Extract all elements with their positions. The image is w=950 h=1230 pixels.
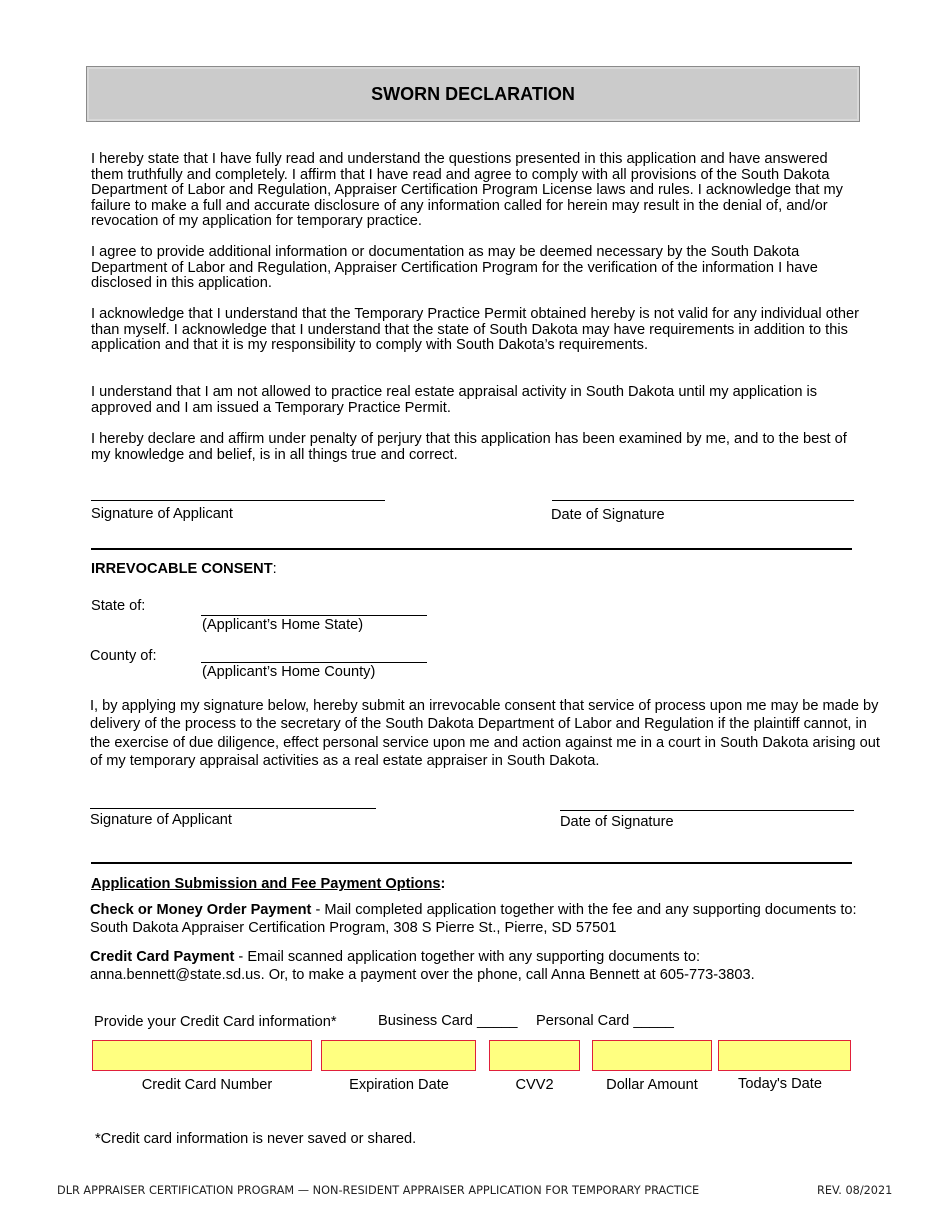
credit-card-number-input[interactable] (92, 1040, 312, 1071)
declaration-paragraph-5: I hereby declare and affirm under penalty of perjury that this application has been examined by me, and to the best of my knowledge and belief, is in all things true and correct. (91, 431, 847, 463)
cvv-label: CVV2 (515, 1077, 554, 1093)
date-label: Date of Signature (551, 507, 665, 523)
dollar-amount-label: Dollar Amount (606, 1077, 698, 1093)
consent-signature-line[interactable] (90, 808, 376, 809)
payment-heading-text: Application Submission and Fee Payment Options (91, 876, 441, 892)
declaration-paragraph-3: I acknowledge that I understand that the Temporary Practice Permit obtained hereby is not valid for any individual other than myself. I acknowledge that I understand that the state of South Dakota may have requirements in addition to this application and that it is my responsibility to comply with South Dakota’s requirements. (91, 306, 859, 354)
consent-paragraph: I, by applying my signature below, hereby submit an irrevocable consent that service of process upon me may be made by delivery of the process to the secretary of the South Dakota Department of Labor and Regulation if the plaintiff cannot, in the exercise of due diligence, effect personal service upon me and action against me in a court in South Dakota arising out of my temporary appraisal activities as a real estate appraiser in South Dakota. (90, 698, 880, 770)
state-label: State of: (91, 598, 146, 614)
consent-date-line[interactable] (560, 810, 854, 811)
state-hint: (Applicant’s Home State) (202, 617, 364, 633)
signature-line[interactable] (91, 500, 385, 501)
business-card-option[interactable]: Business Card _____ (378, 1013, 518, 1029)
personal-card-option[interactable]: Personal Card _____ (536, 1013, 674, 1029)
state-field-line[interactable] (201, 615, 427, 616)
cvv-input[interactable] (489, 1040, 580, 1071)
card-payment-text: - Email scanned application together with any supporting documents to: anna.bennett@state.sd.us. Or, to make a payment over the phone, call Anna Bennett at 605-773-3803. (90, 949, 755, 984)
consent-heading (91, 561, 277, 577)
check-payment-paragraph (90, 901, 860, 938)
date-line[interactable] (552, 500, 854, 501)
card-payment-title: Credit Card Payment (90, 949, 235, 965)
check-payment-text: - Mail completed application together with the fee and any supporting documents to: South Dakota Appraiser Certification Program, 308 S Pierre St., Pierre, SD 57501 (90, 902, 857, 937)
page-title: SWORN DECLARATION (86, 66, 860, 122)
check-payment-title: Check or Money Order Payment (90, 902, 312, 918)
dollar-amount-input[interactable] (592, 1040, 712, 1071)
expiration-date-label: Expiration Date (349, 1077, 449, 1093)
footer-revision: REV. 08/2021 (817, 1184, 893, 1197)
county-field-line[interactable] (201, 662, 427, 663)
declaration-paragraph-4: I understand that I am not allowed to practice real estate appraisal activity in South Dakota until my application is approved and I am issued a Temporary Practice Permit. (91, 384, 818, 416)
payment-heading (91, 876, 445, 892)
consent-signature-label: Signature of Applicant (90, 812, 232, 828)
credit-card-number-label: Credit Card Number (141, 1077, 273, 1093)
todays-date-label: Today's Date (738, 1076, 822, 1092)
footer-program: DLR APPRAISER CERTIFICATION PROGRAM — NON-RESIDENT APPRAISER APPLICATION FOR TEMPORARY PRACTICE (57, 1184, 700, 1197)
privacy-note: *Credit card information is never saved or shared. (95, 1131, 417, 1147)
card-payment-paragraph (90, 948, 860, 985)
county-hint: (Applicant’s Home County) (202, 664, 376, 680)
section-divider-2 (91, 862, 852, 864)
signature-label: Signature of Applicant (91, 506, 233, 522)
expiration-date-input[interactable] (321, 1040, 476, 1071)
declaration-paragraph-2: I agree to provide additional information or documentation as may be deemed necessary by the South Dakota Department of Labor and Regulation, Appraiser Certification Program for the verification of the information I have disclosed in this application. (91, 244, 818, 292)
section-divider (91, 548, 852, 550)
todays-date-input[interactable] (718, 1040, 851, 1071)
county-label: County of: (90, 648, 157, 664)
consent-heading-colon: : (272, 561, 277, 577)
consent-date-label: Date of Signature (560, 814, 674, 830)
payment-heading-colon: : (440, 876, 446, 892)
declaration-paragraph-1: I hereby state that I have fully read and understand the questions presented in this application and have answered them truthfully and completely. I affirm that I have read and agree to comply with all provisions of the South Dakota Department of Labor and Regulation, Appraiser Certification Program License laws and rules. I acknowledge that my failure to make a full and accurate disclosure of any information called for herein may result in the denial of, and/or revocation of my application for temporary practice. (91, 151, 843, 230)
credit-card-prompt: Provide your Credit Card information* (94, 1014, 337, 1030)
consent-heading-text: IRREVOCABLE CONSENT (91, 561, 273, 577)
